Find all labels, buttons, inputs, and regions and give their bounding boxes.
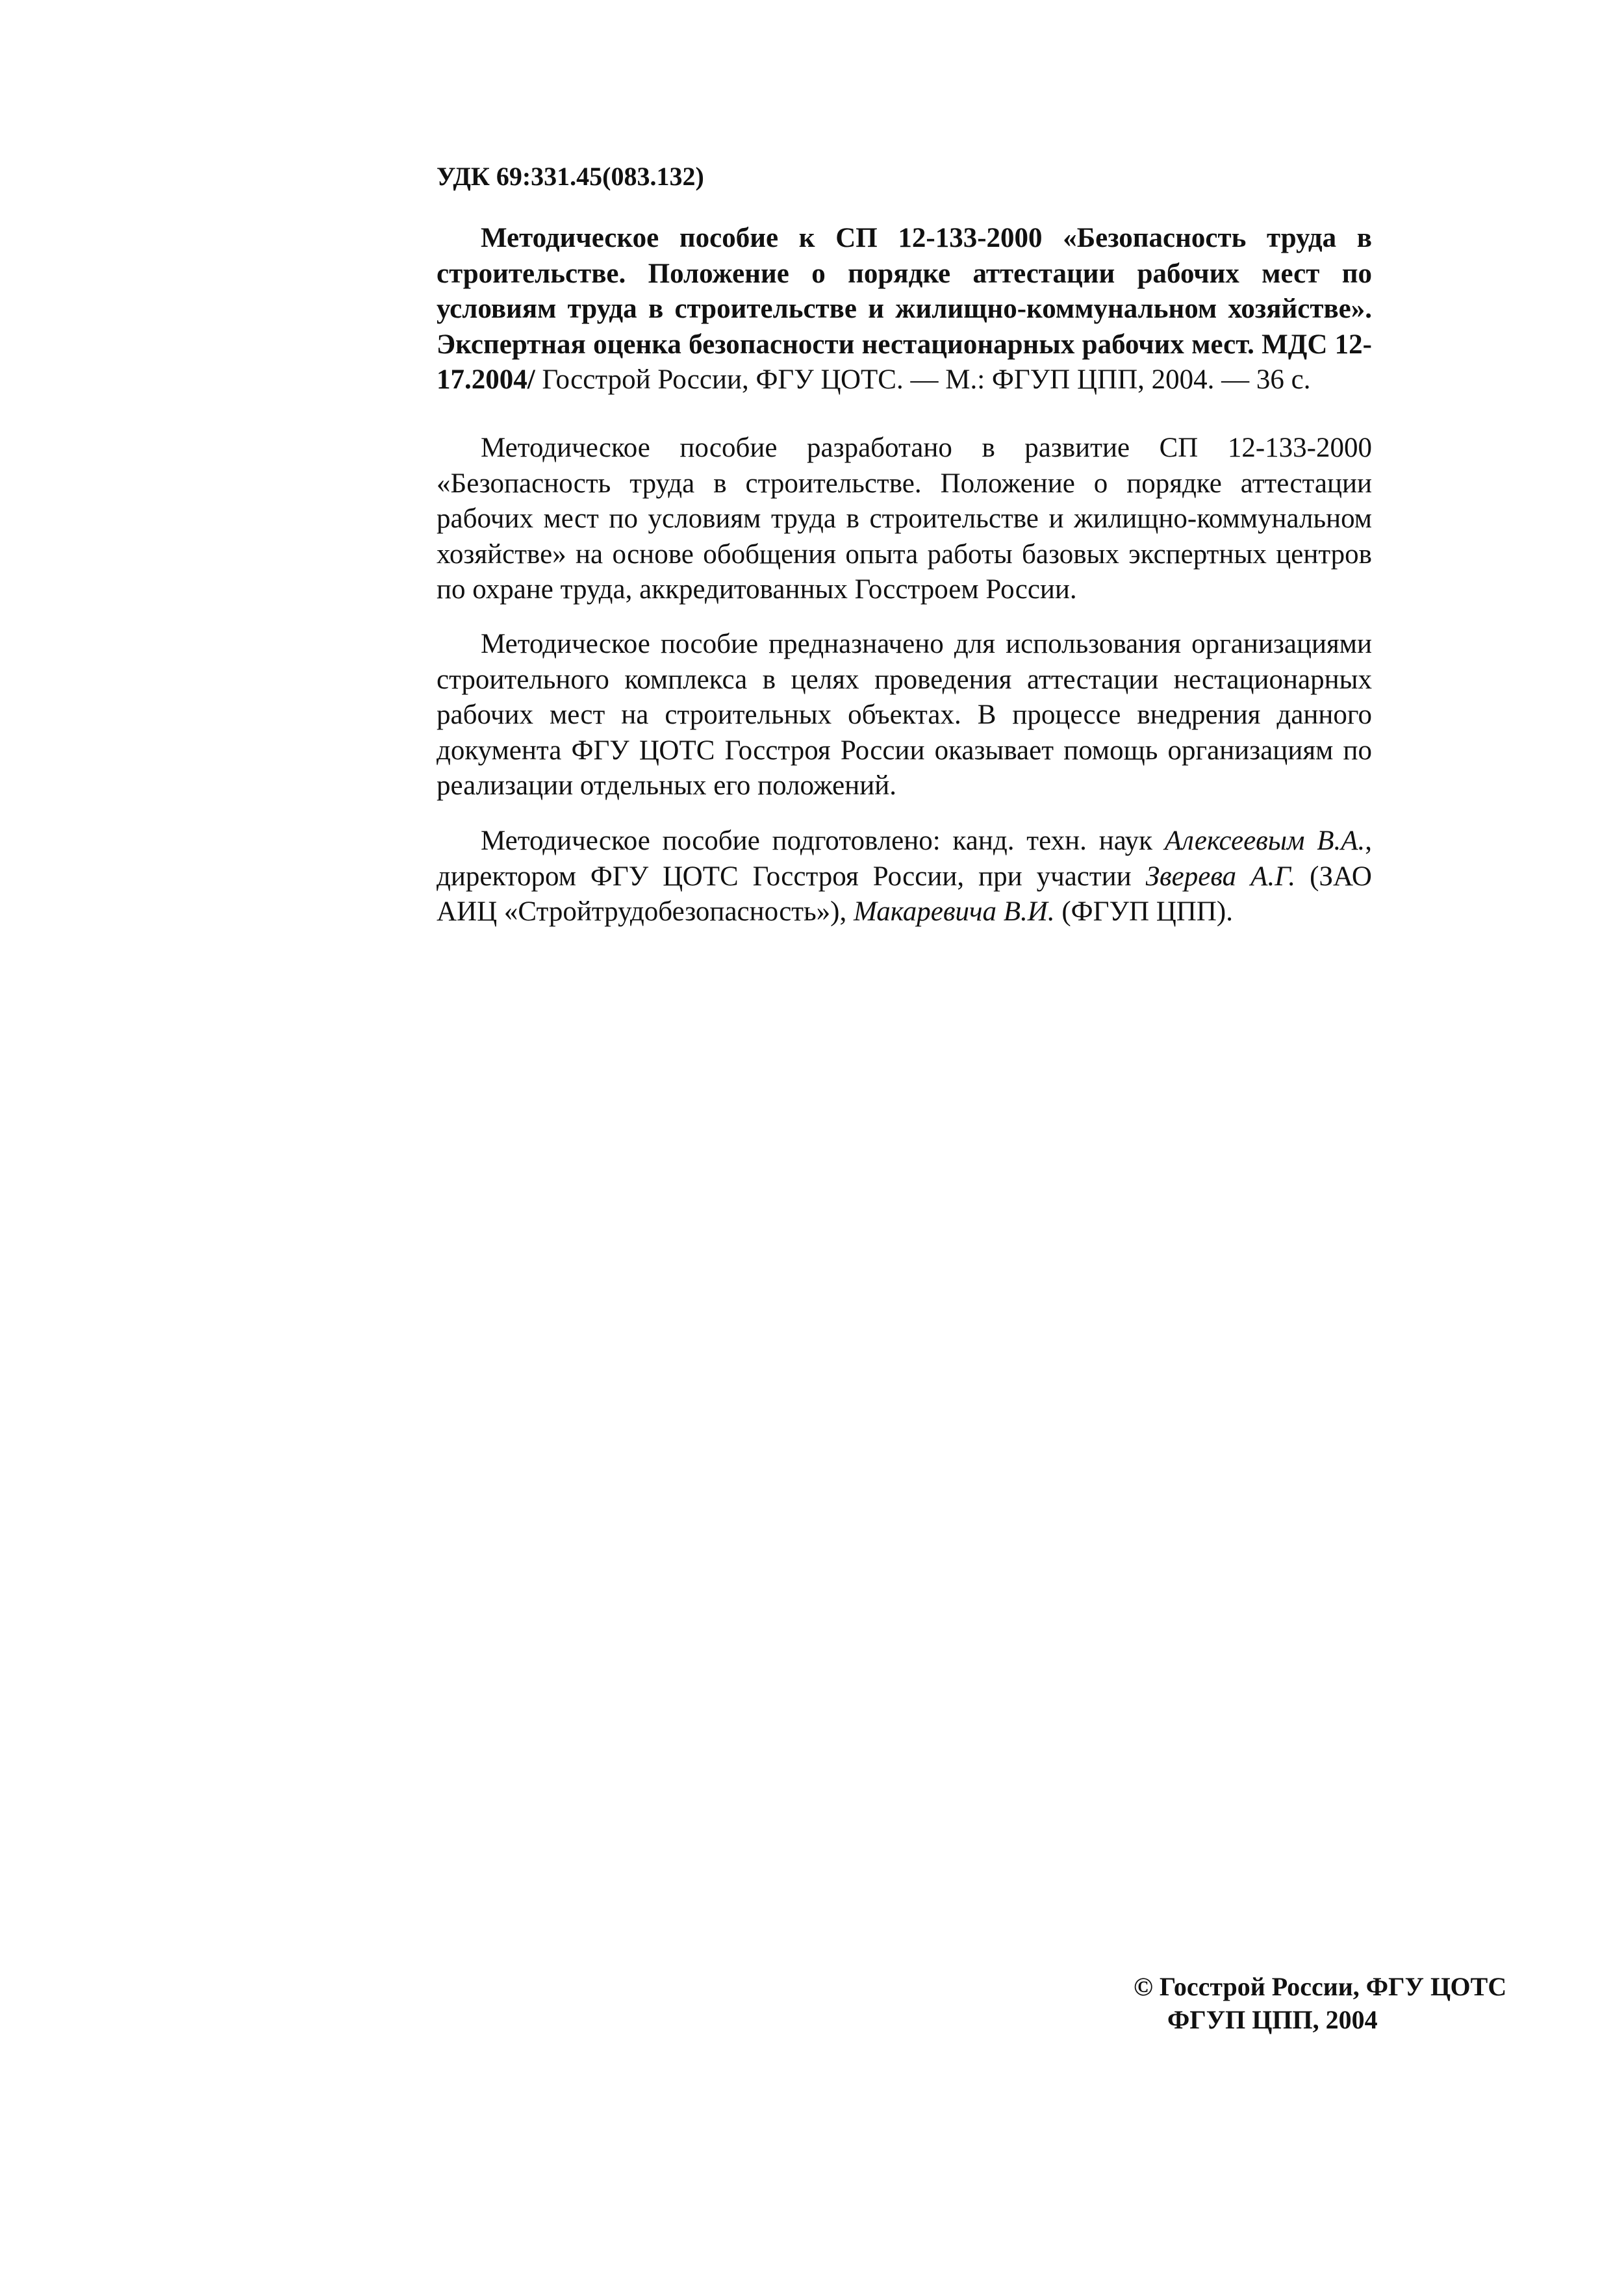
authors-prefix: Методическое пособие подготовлено: канд. техн. наук (481, 826, 1165, 856)
author-name: Зверева А.Г. (1145, 861, 1296, 892)
udk-code: УДК 69:331.45(083.132) (437, 162, 704, 191)
authors-text: , директором ФГУ ЦОТС Госстроя России, при участии (437, 826, 1372, 892)
author-name: Алексеевым В.А. (1164, 826, 1365, 856)
authors-text: (ЗАО АИЦ «Стройтрудобезопасность»), (437, 861, 1372, 927)
authors-suffix: (ФГУП ЦПП). (1054, 896, 1233, 927)
bibliographic-imprint: Госстрой России, ФГУ ЦОТС. — М.: ФГУП ЦПП, 2004. — 36 с. (535, 364, 1311, 395)
paragraph-authors (437, 824, 1372, 930)
paragraph-development: Методическое пособие разработано в развитие СП 12-133-2000 «Безопасность труда в строительстве. Положение о порядке аттестации рабочих мест по условиям труда в строительстве и жилищно-коммунальном хозяйстве» на основе обобщения опыта работы базовых экспертных центров по охране труда, аккредитованных Госстроем России. (437, 433, 1372, 605)
copyright-notice (1134, 1970, 1506, 2036)
bibliographic-title: Методическое пособие к СП 12-133-2000 «Безопасность труда в строительстве. Положение о порядке аттестации рабочих мест по условиям труда в строительстве и жилищно-коммунальном хозяйстве». Экспертная оценка безопасности нестационарных рабочих мест. МДС 12-17.2004/ (437, 223, 1372, 395)
paragraph-purpose: Методическое пособие предназначено для использования организациями строительного комплекса в целях проведения аттестации нестационарных рабочих мест на строительных объектах. В процессе внедрения данного документа ФГУ ЦОТС Госстроя России оказывает помощь организациям по реализации отдельных его положений. (437, 629, 1372, 801)
bibliographic-record (437, 221, 1372, 398)
author-name: Макаревича В.И. (854, 896, 1055, 927)
copyright-line-2: ФГУП ЦПП, 2004 (1167, 2005, 1378, 2034)
copyright-line-1: © Госстрой России, ФГУ ЦОТС (1134, 1972, 1507, 2001)
